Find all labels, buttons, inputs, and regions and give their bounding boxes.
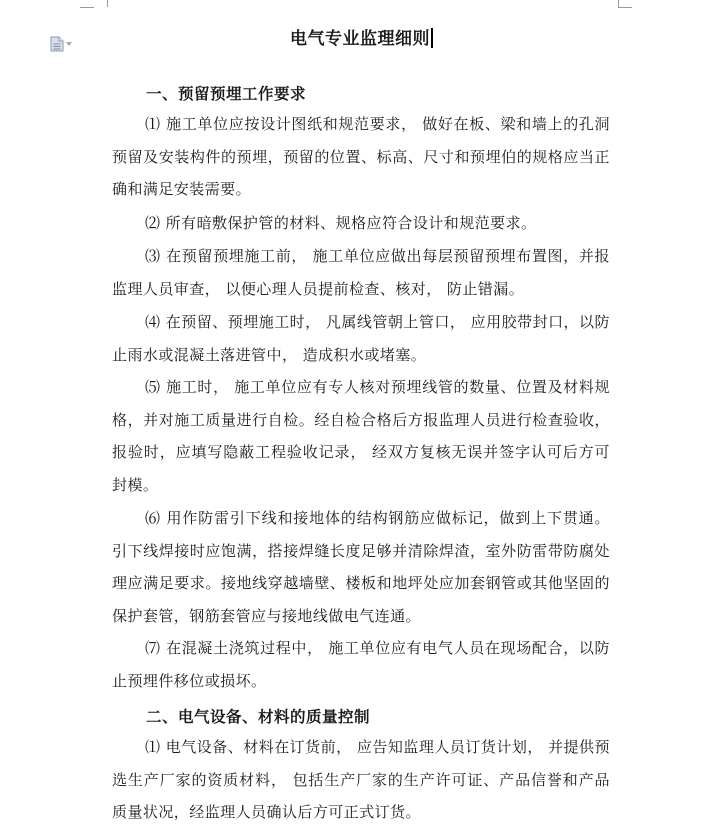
paragraph-1-1: ⑴ 施工单位应按设计图纸和规范要求， 做好在板、梁和墙上的孔洞预留及安装构件的预埋，预留的位置、标高、尺寸和预埋伯的规格应当正确和满足安装需要。 [112,115,610,198]
paragraph-1-7: ⑺ 在混凝土浇筑过程中， 施工单位应有电气人员在现场配合，以防止预埋件移位或损坏。 [112,639,610,690]
page-margin-mark-left-horizontal [80,7,94,8]
page-title[interactable]: 电气专业监理细则 [0,24,723,49]
paragraph-1-6: ⑹ 用作防雷引下线和接地体的结构钢筋应做标记，做到上下贯通。引下线焊接时应饱满，搭接焊缝长度足够并清除焊渣，室外防雷带防腐处理应满足要求。接地线穿越墙壁、楼板和地坪处应加套钢管或其他坚固的保护套管，钢筋套管应与接地线做电气连通。 [112,509,610,625]
text-cursor [431,28,433,48]
paragraph-1-5: ⑸ 施工时， 施工单位应有专人核对预埋线管的数量、位置及材料规格，并对施工质量进行自检。经自检合格后方报监理人员进行检查验收， 报验时，应填写隐蔽工程验收记录， 经双方复核无误并签字认可后方可封模。 [112,378,610,494]
section-heading-1: 一、预留预埋工作要求 [146,84,307,103]
paragraph-1-4: ⑷ 在预留、预埋施工时， 凡属线管朝上管口， 应用胶带封口，以防止雨水或混凝土落进管中， 造成积水或堵塞。 [112,313,610,364]
paragraph-1-3: ⑶ 在预留预埋施工前， 施工单位应做出每层预留预埋布置图，并报监理人员审查， 以便心理人员提前检查、核对， 防止错漏。 [112,247,610,298]
section-heading-2: 二、电气设备、材料的质量控制 [146,707,371,726]
page-margin-mark-right [618,0,633,7]
page-margin-mark-right-horizontal [618,7,632,8]
page-margin-mark-left [93,0,108,7]
paragraph-1-2: ⑵ 所有暗敷保护管的材料、规格应符合设计和规范要求。 [145,214,537,232]
paragraph-2-1: ⑴ 电气设备、材料在订货前， 应告知监理人员订货计划， 并提供预选生产厂家的资质材料， 包括生产厂家的生产许可证、产品信誉和产品质量状况，经监理人员确认后方可正式订货。 [112,738,610,821]
